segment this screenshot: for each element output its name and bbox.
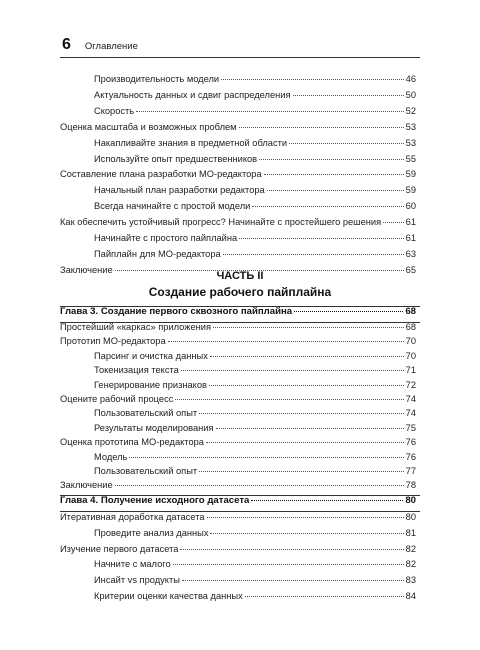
- dot-leader: [168, 341, 404, 342]
- toc-entry-label: Пользовательский опыт: [94, 408, 198, 419]
- chapter4-heading[interactable]: [60, 495, 416, 509]
- part-label: ЧАСТЬ II: [216, 270, 264, 282]
- toc-entry-page: 70: [405, 336, 416, 347]
- toc-entry-page: 61: [405, 217, 416, 228]
- toc-entry-page: 63: [405, 248, 416, 259]
- toc-entry-page: 84: [405, 591, 416, 601]
- toc-entry[interactable]: [94, 106, 416, 120]
- toc-entry-label: Заключение: [60, 480, 113, 491]
- dot-leader: [294, 311, 403, 312]
- dot-leader: [221, 79, 404, 80]
- toc-entry[interactable]: [60, 217, 416, 231]
- toc-entry-page: 59: [405, 185, 416, 196]
- toc-entry-label: Заключение: [60, 264, 113, 275]
- toc-entry[interactable]: [94, 249, 416, 263]
- toc-entry-label: Начните с малого: [94, 559, 171, 570]
- dot-leader: [251, 500, 403, 501]
- toc-entry-label: Прототип МО-редактора: [60, 336, 166, 347]
- toc-entry-page: 70: [405, 350, 416, 361]
- dot-leader: [199, 413, 403, 414]
- toc-entry-label: Итеративная доработка датасета: [60, 512, 205, 522]
- toc-entry-page: 82: [405, 559, 416, 570]
- dot-leader: [207, 517, 404, 518]
- chapter-page: 80: [405, 495, 416, 506]
- toc-entry-page: 74: [405, 394, 416, 404]
- toc-entry-label: Результаты моделирования: [94, 422, 214, 433]
- toc-entry-label: Составление плана разработки МО-редактора: [60, 169, 262, 180]
- dot-leader: [213, 327, 404, 328]
- toc-entry-page: 82: [405, 543, 416, 554]
- toc-entry-page: 81: [405, 527, 416, 538]
- toc-entry-page: 72: [405, 379, 416, 390]
- toc-entry-page: 55: [405, 153, 416, 164]
- dot-leader: [239, 238, 403, 239]
- toc-entry-label: Изучение первого датасета: [60, 543, 179, 554]
- toc-entry[interactable]: [94, 90, 416, 104]
- toc-entry[interactable]: [60, 169, 416, 183]
- toc-entry-label: Оценка масштаба и возможных проблем: [60, 121, 237, 132]
- chapter-title: Глава 4. Получение исходного датасета: [60, 495, 250, 506]
- page-number: 6: [62, 36, 71, 53]
- toc-entry-page: 68: [405, 322, 416, 332]
- toc-entry-page: 60: [405, 201, 416, 212]
- toc-entry-label: Оценка прототипа МО-редактора: [60, 437, 204, 448]
- toc-entry-label: Начальный план разработки редактора: [94, 185, 265, 196]
- dot-leader: [136, 111, 404, 112]
- toc-entry[interactable]: [94, 351, 416, 365]
- toc-entry-label: Производительность модели: [94, 74, 220, 84]
- toc-entry-page: 53: [405, 137, 416, 148]
- toc-entry-label: Оцените рабочий процесс: [60, 394, 174, 404]
- toc-entry-label: Накапливайте знания в предметной области: [94, 137, 288, 148]
- toc-entry[interactable]: [94, 466, 416, 480]
- toc-entry-page: 78: [405, 480, 416, 491]
- toc-entry-page: 76: [405, 451, 416, 462]
- toc-entry-label: Пайплайн для МО-редактора: [94, 248, 221, 259]
- dot-leader: [383, 222, 403, 223]
- toc-entry-page: 59: [405, 169, 416, 180]
- toc-entry-page: 46: [405, 74, 416, 84]
- running-header: [62, 36, 418, 54]
- dot-leader: [181, 370, 404, 371]
- toc-entry[interactable]: [60, 480, 416, 494]
- dot-leader: [182, 580, 404, 581]
- toc-entry[interactable]: [94, 575, 416, 589]
- toc-entry[interactable]: [60, 336, 416, 350]
- toc-entry[interactable]: [94, 423, 416, 437]
- toc-entry-label: Как обеспечить устойчивый прогресс? Начинайте с простейшего решения: [60, 217, 382, 228]
- toc-entry[interactable]: [94, 408, 416, 422]
- toc-entry-label: Всегда начинайте с простой модели: [94, 201, 251, 212]
- toc-entry[interactable]: [60, 322, 416, 336]
- toc-entry-label: Генерирование признаков: [94, 379, 207, 390]
- toc-entry-page: 80: [405, 512, 416, 522]
- dot-leader: [223, 254, 404, 255]
- dot-leader: [259, 159, 404, 160]
- toc-entry-label: Проведите анализ данных: [94, 527, 209, 538]
- toc-entry-page: 76: [405, 437, 416, 448]
- dot-leader: [210, 533, 403, 534]
- toc-entry[interactable]: [94, 380, 416, 394]
- toc-entry[interactable]: [94, 138, 416, 152]
- toc-entry[interactable]: [94, 154, 416, 168]
- toc-entry[interactable]: [94, 452, 416, 466]
- toc-entry[interactable]: [94, 74, 416, 88]
- toc-entry-label: Инсайт vs продукты: [94, 575, 180, 586]
- toc-entry[interactable]: [94, 365, 416, 379]
- dot-leader: [216, 428, 404, 429]
- dot-leader: [180, 549, 403, 550]
- toc-entry-label: Критерии оценки качества данных: [94, 591, 243, 601]
- dot-leader: [199, 471, 403, 472]
- toc-entry[interactable]: [60, 437, 416, 451]
- toc-entry-page: 52: [405, 105, 416, 116]
- toc-entry-label: Актуальность данных и сдвиг распределения: [94, 89, 291, 100]
- toc-entry[interactable]: [60, 394, 416, 408]
- toc-entry-label: Парсинг и очистка данных: [94, 350, 208, 361]
- toc-entry-page: 65: [405, 264, 416, 275]
- chapter-page: 68: [405, 306, 416, 317]
- toc-entry[interactable]: [60, 122, 416, 136]
- toc-entry-label: Используйте опыт предшественников: [94, 153, 258, 164]
- toc-entry[interactable]: [94, 185, 416, 199]
- toc-entry-label: Скорость: [94, 105, 135, 116]
- toc-entry-page: 83: [405, 575, 416, 586]
- dot-leader: [206, 442, 404, 443]
- part-title: Создание рабочего пайплайна: [148, 285, 332, 299]
- dot-leader: [267, 190, 404, 191]
- dot-leader: [245, 596, 404, 597]
- toc-entry-label: Начинайте с простого пайплайна: [94, 233, 238, 243]
- toc-entry-label: Простейший «каркас» приложения: [60, 322, 211, 332]
- toc-entry-label: Пользовательский опыт: [94, 466, 198, 476]
- toc-entry[interactable]: [94, 201, 416, 215]
- dot-leader: [252, 206, 403, 207]
- dot-leader: [210, 356, 404, 357]
- toc-entry[interactable]: [94, 591, 416, 605]
- header-rule: [60, 57, 420, 58]
- toc-entry-page: 77: [405, 466, 416, 476]
- dot-leader: [209, 385, 404, 386]
- chapter-title: Глава 3. Создание первого сквозного пайплайна: [60, 306, 293, 317]
- toc-entry[interactable]: [94, 559, 416, 573]
- dot-leader: [293, 95, 404, 96]
- toc-entry[interactable]: [60, 544, 416, 558]
- dot-leader: [289, 143, 404, 144]
- toc-entry-page: 50: [405, 89, 416, 100]
- dot-leader: [239, 127, 404, 128]
- dot-leader: [264, 174, 404, 175]
- toc-entry[interactable]: [94, 528, 416, 542]
- toc-entry-label: Токенизация текста: [94, 365, 179, 376]
- toc-entry-page: 71: [405, 365, 416, 376]
- toc-entry-label: Модель: [94, 451, 128, 462]
- dot-leader: [173, 564, 404, 565]
- chapter3-heading[interactable]: [60, 306, 416, 320]
- dot-leader: [129, 457, 403, 458]
- toc-entry-page: 74: [405, 408, 416, 419]
- toc-entry-page: 61: [405, 233, 416, 243]
- toc-entry[interactable]: [60, 512, 416, 526]
- dot-leader: [115, 485, 404, 486]
- toc-entry-page: 75: [405, 422, 416, 433]
- toc-entry-page: 53: [405, 121, 416, 132]
- running-header-title: Оглавление: [84, 41, 138, 52]
- dot-leader: [175, 399, 403, 400]
- toc-entry[interactable]: [94, 233, 416, 247]
